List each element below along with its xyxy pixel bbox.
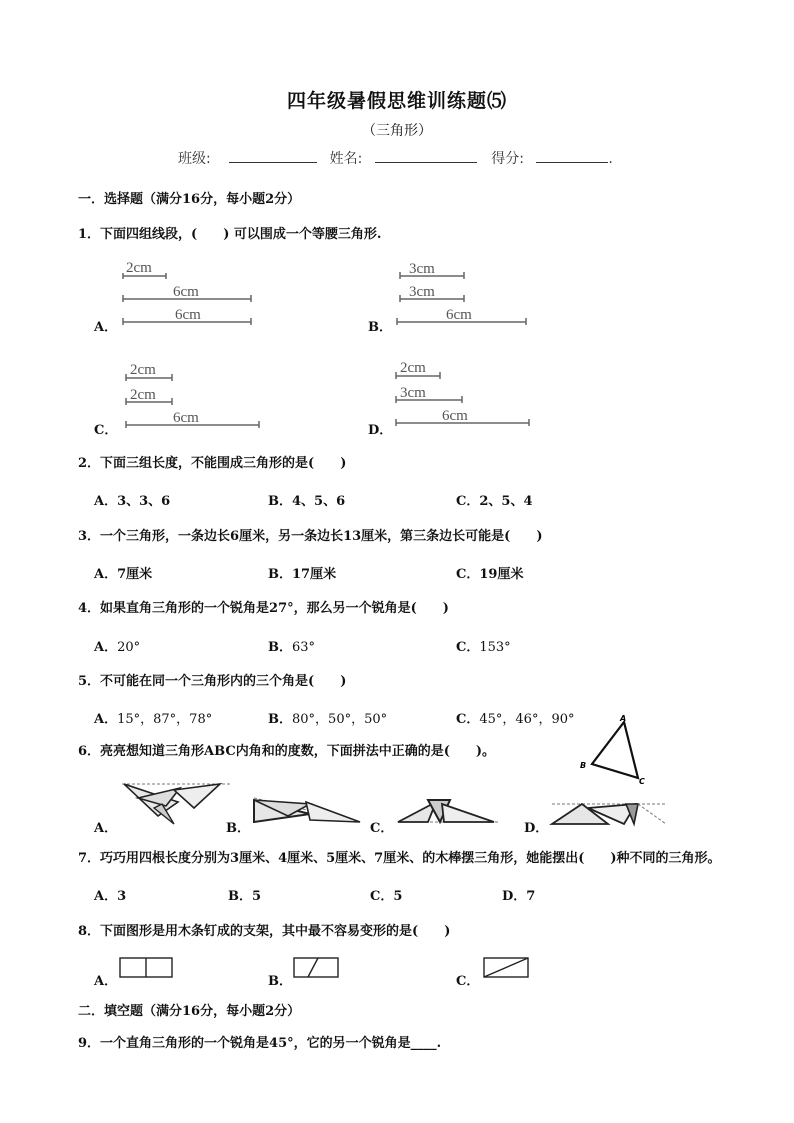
q3-option-c[interactable]: C．19厘米 — [456, 567, 524, 582]
q8-b-bar — [308, 958, 318, 977]
q3-option-b[interactable]: B．17厘米 — [268, 567, 337, 582]
q1-b-seg3-label: 6cm — [446, 307, 472, 323]
question-5: 5．不可能在同一个三角形内的三个角是( ) — [78, 674, 347, 689]
q8-c-bar — [484, 958, 528, 977]
q4-option-c-letter: C． — [456, 640, 480, 655]
q1-a-seg3-label: 6cm — [175, 307, 201, 323]
q7-option-b[interactable]: B．5 — [228, 889, 262, 904]
q6-option-a[interactable]: A． — [94, 821, 118, 836]
q1-figure-c — [120, 356, 265, 431]
info-end: . — [608, 151, 613, 167]
name-blank[interactable] — [375, 148, 477, 163]
q7-option-a[interactable]: A．3 — [94, 889, 127, 904]
class-label: 班级: — [178, 151, 211, 167]
score-label: 得分: — [491, 151, 524, 167]
q8-option-c[interactable]: C． — [456, 974, 480, 989]
q1-option-d[interactable]: D． — [368, 423, 393, 438]
q6-triangle-abc — [576, 712, 656, 788]
triangle-abc-shape — [592, 722, 638, 778]
q8-figure-b — [292, 956, 340, 980]
q6-option-b[interactable]: B． — [226, 821, 250, 836]
name-label: 姓名: — [329, 151, 363, 167]
q2-option-c[interactable]: C．2、5、4 — [456, 494, 533, 509]
q1-figure-a — [118, 255, 263, 330]
q5-option-b-letter: B． — [268, 712, 292, 727]
q1-figure-b — [392, 256, 532, 328]
q8-figure-c — [482, 956, 530, 980]
q1-d-seg1-label: 2cm — [400, 360, 426, 376]
q2-option-b[interactable]: B．4、5、6 — [268, 494, 346, 509]
q4-option-b[interactable] — [268, 636, 315, 655]
student-info-line — [178, 148, 613, 168]
q1-c-seg2-label: 2cm — [130, 387, 156, 403]
question-1: 1．下面四组线段，( ) 可以围成一个等腰三角形. — [78, 227, 382, 242]
q4-option-c[interactable] — [456, 636, 511, 655]
q5-option-c[interactable] — [456, 708, 575, 727]
q1-b-seg1-label: 3cm — [409, 261, 435, 277]
q5-option-a-letter: A． — [94, 712, 118, 727]
page-title: 四年级暑假思维训练题⑸ — [286, 90, 507, 112]
page-subtitle: （三角形） — [362, 123, 432, 139]
triangle-vertex-b: B — [580, 761, 587, 770]
q4-option-b-letter: B． — [268, 640, 292, 655]
triangle-vertex-c: C — [639, 777, 645, 786]
q1-figure-d — [390, 354, 535, 429]
q5-option-c-value: 45°，46°，90° — [479, 712, 575, 727]
q5-option-a-value: 15°，87°，78° — [117, 712, 213, 727]
q1-a-seg1-label: 2cm — [126, 260, 152, 276]
q7-option-c[interactable]: C．5 — [370, 889, 403, 904]
triangle-vertex-a: A — [620, 714, 627, 723]
q6-figure-d — [548, 798, 670, 828]
q6-b-piece-3 — [306, 802, 360, 822]
q8-figure-a — [118, 956, 174, 980]
q6-option-c[interactable]: C． — [370, 821, 394, 836]
q8-option-a[interactable]: A． — [94, 974, 118, 989]
question-3: 3．一个三角形，一条边长6厘米，另一条边长13厘米，第三条边长可能是( ) — [78, 529, 543, 544]
question-6: 6．亮亮想知道三角形ABC内角和的度数，下面拼法中正确的是( )。 — [78, 744, 496, 759]
section-1-heading: 一．选择题（满分16分，每小题2分） — [78, 192, 301, 207]
q1-a-seg2-label: 6cm — [173, 284, 199, 300]
question-8: 8．下面图形是用木条钉成的支架，其中最不容易变形的是( ) — [78, 924, 451, 939]
q5-option-b[interactable] — [268, 708, 387, 727]
q1-option-a[interactable]: A． — [94, 320, 118, 335]
q6-figure-c — [394, 794, 504, 826]
question-2: 2．下面三组长度，不能围成三角形的是( ) — [78, 456, 347, 471]
q1-d-seg3-label: 6cm — [442, 408, 468, 424]
q1-d-seg2-label: 3cm — [400, 385, 426, 401]
class-blank[interactable] — [229, 148, 317, 163]
q4-option-c-value: 153° — [479, 640, 511, 655]
q6-figure-b — [250, 792, 365, 828]
question-9: 9．一个直角三角形的一个锐角是45°，它的另一个锐角是____. — [78, 1036, 442, 1051]
q1-option-c[interactable]: C． — [94, 423, 118, 438]
q1-b-seg2-label: 3cm — [409, 284, 435, 300]
q7-option-d[interactable]: D．7 — [502, 889, 536, 904]
q1-option-b[interactable]: B． — [368, 320, 392, 335]
q5-option-a[interactable] — [94, 708, 212, 727]
section-2-heading: 二．填空题（满分16分，每小题2分） — [78, 1004, 301, 1019]
q1-c-seg3-label: 6cm — [173, 410, 199, 426]
question-4: 4．如果直角三角形的一个锐角是27°，那么另一个锐角是( ) — [78, 601, 449, 616]
q4-option-a-value: 20° — [117, 640, 141, 655]
q2-option-a[interactable]: A．3、3、6 — [94, 494, 171, 509]
q8-option-b[interactable]: B． — [268, 974, 292, 989]
q3-option-a[interactable]: A．7厘米 — [94, 567, 153, 582]
score-blank[interactable] — [536, 148, 608, 163]
q6-c-piece-3 — [442, 804, 494, 822]
q6-option-d[interactable]: D． — [524, 821, 549, 836]
q4-option-a[interactable] — [94, 636, 140, 655]
q4-option-b-value: 63° — [292, 640, 316, 655]
q6-figure-a — [118, 778, 236, 828]
q1-c-seg1-label: 2cm — [130, 362, 156, 378]
q5-option-c-letter: C． — [456, 712, 480, 727]
q6-d-dash-2 — [638, 804, 666, 824]
q5-option-b-value: 80°，50°，50° — [292, 712, 388, 727]
question-7: 7．巧巧用四根长度分别为3厘米、4厘米、5厘米、7厘米、的木棒摆三角形，她能摆出( )种不同的三角形。 — [78, 851, 721, 866]
q4-option-a-letter: A． — [94, 640, 118, 655]
